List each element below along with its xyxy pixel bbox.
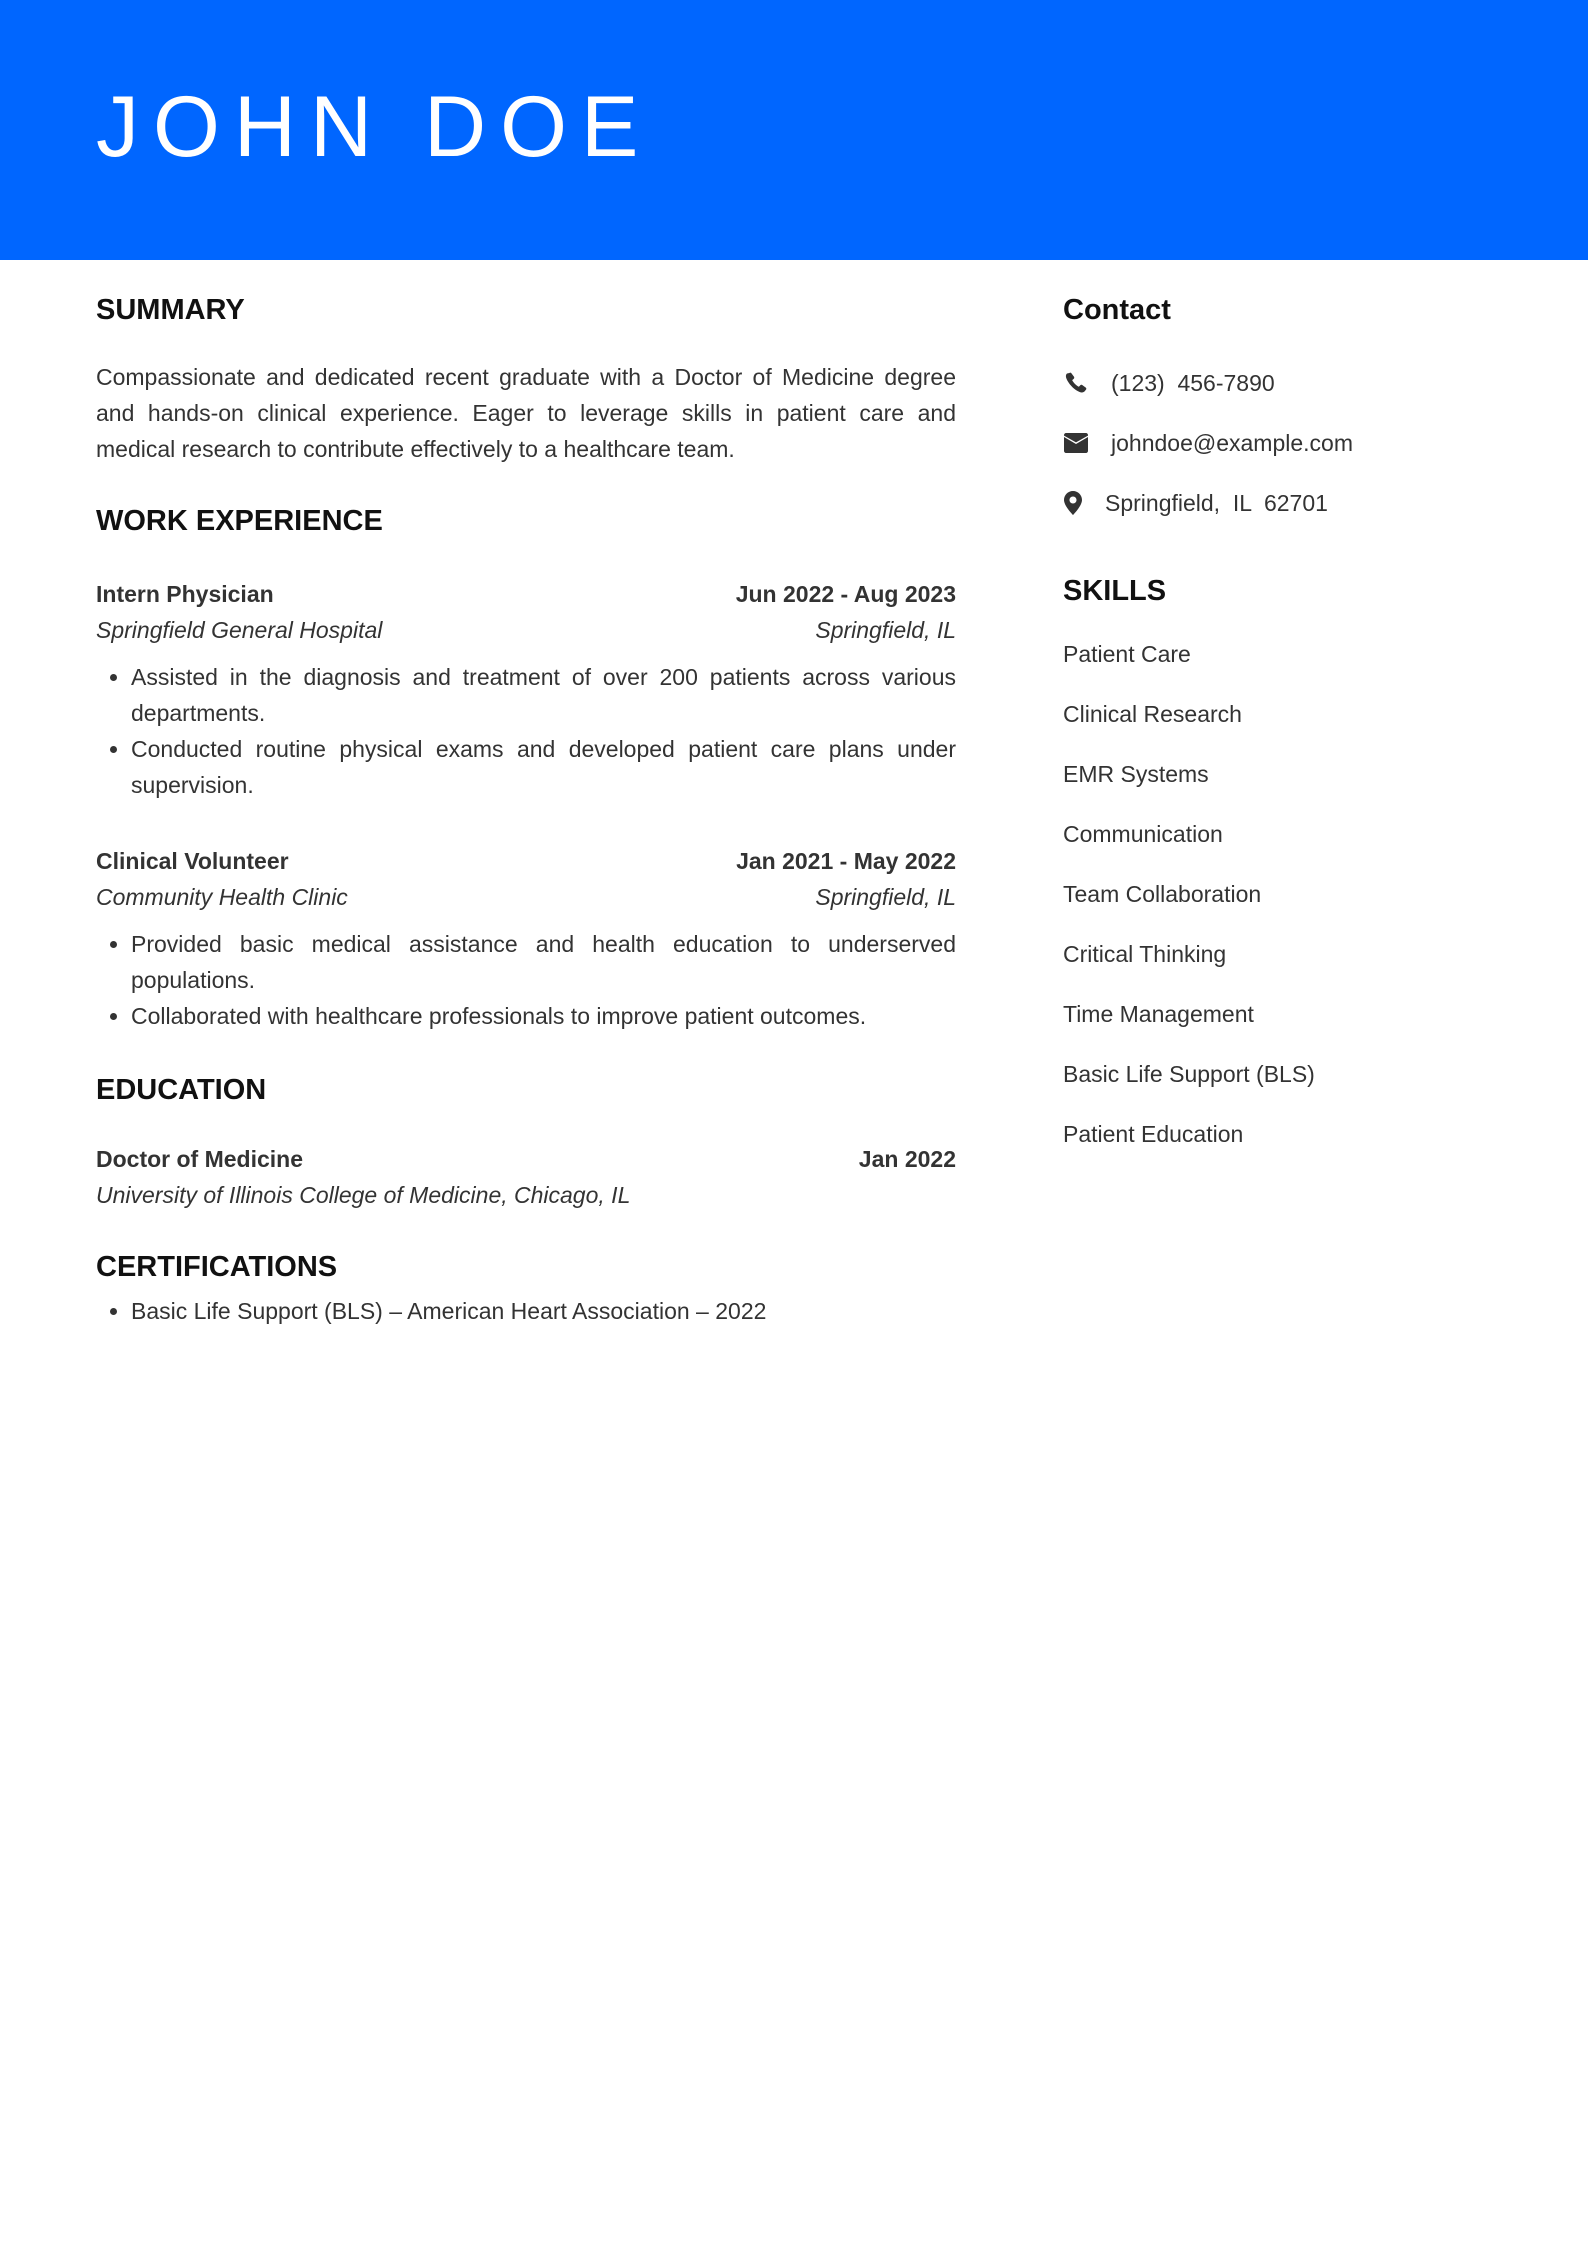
skill-item: Communication: [1063, 821, 1223, 847]
skill-item: EMR Systems: [1063, 761, 1209, 787]
education-entry: [96, 1141, 956, 1213]
candidate-name: JOHN DOE: [96, 79, 653, 175]
job-organization: Springfield General Hospital: [96, 617, 383, 643]
job-entry: [96, 576, 956, 803]
contact-email: [1063, 425, 1493, 461]
summary-heading: SUMMARY: [96, 294, 245, 326]
skill-item: Patient Care: [1063, 641, 1191, 667]
phone-number: (123) 456-7890: [1111, 369, 1275, 396]
phone-icon: [1063, 370, 1089, 396]
degree: Doctor of Medicine: [96, 1146, 304, 1172]
skill-item: Basic Life Support (BLS): [1063, 1061, 1315, 1087]
certification-item: • Basic Life Support (BLS) – American Heart Association – 2022: [131, 1293, 956, 1329]
skill-item: Clinical Research: [1063, 701, 1242, 727]
job-role: Intern Physician: [96, 581, 274, 607]
job-bullet: • Conducted routine physical exams and developed patient care plans under supervision.: [131, 731, 956, 803]
skills-heading: SKILLS: [1063, 575, 1167, 607]
envelope-icon: [1063, 430, 1089, 456]
job-location: Springfield, IL: [815, 617, 956, 643]
location-text: Springfield, IL 62701: [1105, 489, 1328, 516]
job-role: Clinical Volunteer: [96, 848, 289, 874]
contact-location: [1063, 485, 1493, 521]
header-banner: [0, 0, 1588, 260]
job-location: Springfield, IL: [815, 884, 956, 910]
job-dates: Jan 2021 - May 2022: [736, 848, 956, 874]
contact-heading: Contact: [1063, 294, 1171, 326]
skill-item: Critical Thinking: [1063, 941, 1227, 967]
skill-item: Patient Education: [1063, 1121, 1244, 1147]
summary-text: Compassionate and dedicated recent graduate with a Doctor of Medicine degree and hands-on clinical experience. Eager to leverage skills in patient care and medical research to contribute effectively to a healthcare team.: [96, 364, 956, 462]
education-heading: EDUCATION: [96, 1074, 267, 1106]
skill-item: Time Management: [1063, 1001, 1254, 1027]
skill-item: Team Collaboration: [1063, 881, 1262, 907]
job-bullet: • Collaborated with healthcare professionals to improve patient outcomes.: [131, 998, 956, 1034]
job-entry: [96, 843, 956, 1034]
email-address: johndoe@example.com: [1111, 429, 1353, 456]
job-bullet: • Provided basic medical assistance and health education to underserved populations.: [131, 926, 956, 998]
skills-list: [1063, 636, 1493, 1152]
school: University of Illinois College of Medicine, Chicago, IL: [96, 1182, 631, 1208]
certifications-heading: CERTIFICATIONS: [96, 1251, 338, 1283]
job-bullets: [96, 659, 956, 803]
job-bullet: • Assisted in the diagnosis and treatment of over 200 patients across various departments.: [131, 659, 956, 731]
contact-phone: [1063, 365, 1493, 401]
job-organization: Community Health Clinic: [96, 884, 348, 910]
map-pin-icon: [1063, 490, 1083, 516]
certifications-list: [96, 1293, 956, 1329]
main-column: [96, 260, 956, 1329]
job-bullets: [96, 926, 956, 1034]
contact-list: [1063, 365, 1493, 521]
sidebar-column: [1063, 260, 1493, 1176]
job-dates: Jun 2022 - Aug 2023: [735, 581, 956, 607]
degree-date: Jan 2022: [858, 1146, 956, 1172]
work-experience-heading: WORK EXPERIENCE: [96, 505, 383, 537]
